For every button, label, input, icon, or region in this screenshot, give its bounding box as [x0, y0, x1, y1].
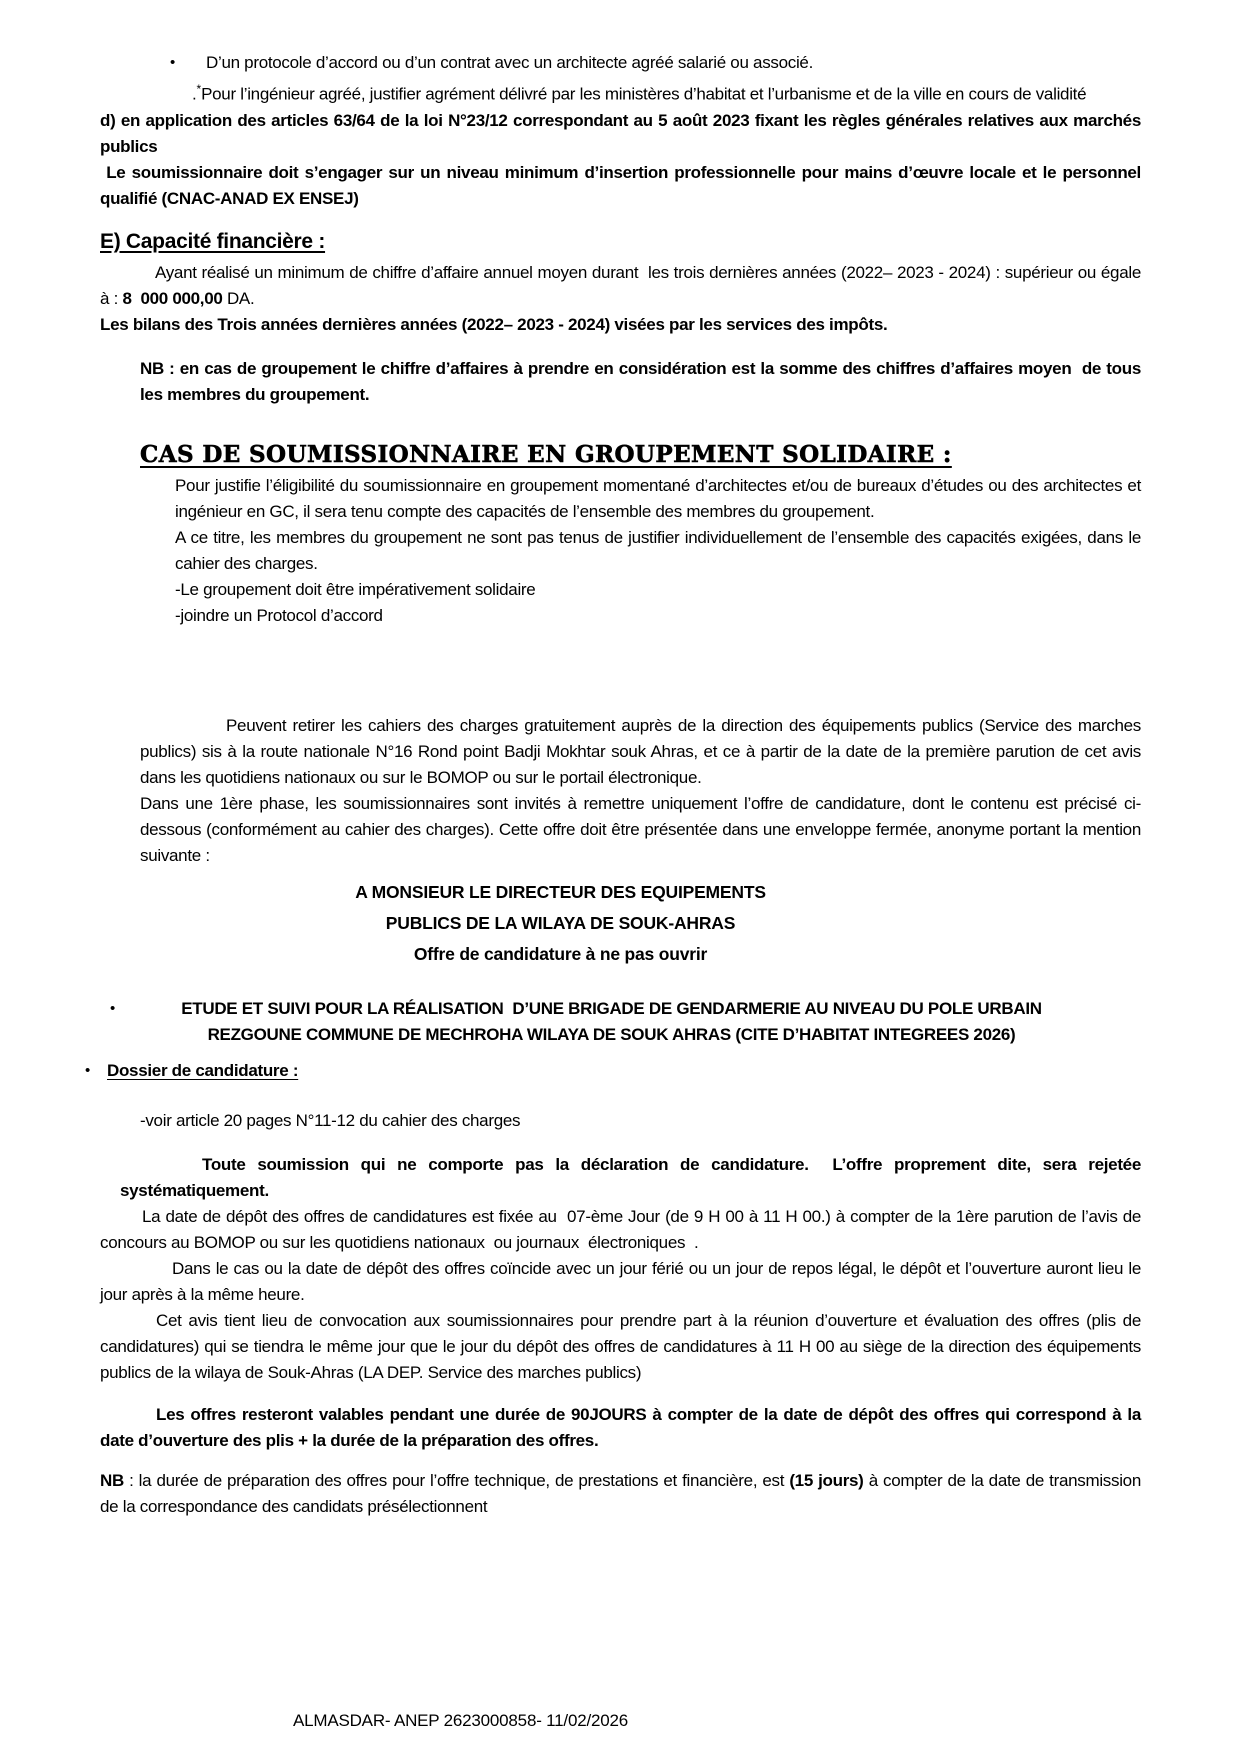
- chiffre-montant: 8 000 000,00: [122, 288, 223, 308]
- clause-d-paragraph: d) en application des articles 63/64 de la loi N°23/12 correspondant au 5 août 2023 fixant les règles générales relatives aux marchés publics: [100, 110, 1146, 156]
- address-line-3: Offre de candidature à ne pas ouvrir: [413, 943, 708, 964]
- protocol-bullet-item: [100, 50, 1141, 76]
- note-text: Pour l’ingénieur agréé, justifier agrément délivré par les ministères d’habitat et l’urbanisme et de la ville en cours de validité: [201, 84, 1087, 104]
- chiffre-post: DA.: [222, 288, 255, 308]
- groupement-p2: A ce titre, les membres du groupement ne sont pas tenus de justifier individuellement de l’ensemble des capacités exigées, dans le cahier des charges.: [175, 527, 1146, 573]
- nb-post: à compter de la date de transmission de la correspondance des candidats présélectionnent: [100, 1470, 1146, 1516]
- rejet-paragraph: Toute soumission qui ne comporte pas la déclaration de candidature. L’offre proprement dite, sera rejetée systématiquement.: [120, 1154, 1146, 1200]
- retrait-p2: Dans une 1ère phase, les soumissionnaires sont invités à remettre uniquement l’offre de candidature, dont le contenu est précisé ci-dessous (conformément au cahier des charges). Cette offre doit être présentée dans une enveloppe fermée, anonyme portant la mention suivante :: [140, 793, 1146, 865]
- bullet-icon: •: [110, 999, 115, 1017]
- bilans-paragraph: Les bilans des Trois années dernières années (2022– 2023 - 2024) visées par les services des impôts.: [100, 314, 888, 334]
- groupement-solidaire-line: -Le groupement doit être impérativement solidaire: [175, 579, 536, 599]
- nb-delai-paragraph: [100, 1468, 1146, 1520]
- address-line-1: A MONSIEUR LE DIRECTEUR DES EQUIPEMENTS: [355, 881, 766, 902]
- protocol-item-text: D’un protocole d’accord ou d’un contrat avec un architecte agréé salarié ou associé.: [206, 53, 814, 72]
- nb-groupement-paragraph: NB : en cas de groupement le chiffre d’affaires à prendre en considération est la somme des chiffres d’affaires moyen de tous les membres du groupement.: [140, 358, 1146, 404]
- anep-footer: ALMASDAR- ANEP 2623000858- 11/02/2026: [292, 1711, 629, 1730]
- ingenieur-note-paragraph: [100, 76, 1141, 108]
- dossier-heading-item: [85, 1058, 1141, 1084]
- asterisk-icon: *: [196, 82, 202, 96]
- convocation-paragraph: Cet avis tient lieu de convocation aux soumissionnaires pour prendre part à la réunion d’ouverture et évaluation des offres (plis de candidatures) qui se tiendra le même jour que le jour du dépôt des offres de candidatures à 11 H 00 au siège de la direction des équipements publics de la wilaya de Souk-Ahras (LA DEP. Service des marches publics): [100, 1310, 1146, 1382]
- chiffre-pre: Ayant réalisé un minimum de chiffre d’affaire annuel moyen durant les trois dernières années (2022– 2023 - 2024) : supérieur ou égale à :: [100, 262, 1146, 308]
- bullet-icon: •: [170, 54, 175, 71]
- bullet-icon: •: [85, 1061, 90, 1079]
- groupement-p1: Pour justifie l’éligibilité du soumissionnaire en groupement momentané d’architectes et/ou de bureaux d’études ou des architectes et ingénieur en GC, il sera tenu compte des capacités de l’ensemble des membres du groupement.: [175, 475, 1146, 521]
- address-block: [100, 877, 1141, 970]
- dossier-heading: Dossier de candidature :: [107, 1060, 299, 1080]
- validite-offres-paragraph: Les offres resteront valables pendant une durée de 90JOURS à compter de la date de dépôt des offres qui correspond à la date d’ouverture des plis + la durée de la préparation des offres.: [100, 1404, 1146, 1450]
- date-depot-paragraph: La date de dépôt des offres de candidatures est fixée au 07-ème Jour (de 9 H 00 à 11 H 00.) à compter de la 1ère parution de l’avis de concours au BOMOP ou sur les quotidiens nationaux ou journaux électroniques .: [100, 1206, 1146, 1252]
- project-title-text: ETUDE ET SUIVI POUR LA RÉALISATION D’UNE BRIGADE DE GENDARMERIE AU NIVEAU DU POLE URBAIN REZGOUNE COMMUNE DE MECHROHA WILAYA DE SOUK AHRAS (CITE D’HABITAT INTEGREES 2026): [181, 998, 1047, 1044]
- project-title-item: [100, 996, 1141, 1048]
- groupement-solidaire-heading: CAS DE SOUMISSIONNAIRE EN GROUPEMENT SOLIDAIRE :: [140, 440, 952, 468]
- voir-article-paragraph: -voir article 20 pages N°11-12 du cahier des charges: [140, 1110, 521, 1130]
- capacite-financiere-heading: E) Capacité financière :: [100, 229, 326, 253]
- nb-label: NB: [100, 1470, 124, 1490]
- address-line-2: PUBLICS DE LA WILAYA DE SOUK-AHRAS: [385, 912, 736, 933]
- retrait-p1: Peuvent retirer les cahiers des charges gratuitement auprès de la direction des équipements publics (Service des marches publics) sis à la route nationale N°16 Rond point Badji Mokhtar souk Ahras, et ce à partir de la date de la première parution de cet avis dans les quotidiens nationaux ou sur le BOMOP ou sur le portail électronique.: [140, 715, 1146, 787]
- nb-delai-bold: (15 jours): [789, 1470, 864, 1490]
- nb-mid: : la durée de préparation des offres pour l’offre technique, de prestations et financière, est: [123, 1470, 790, 1490]
- chiffre-affaire-paragraph: [100, 260, 1146, 312]
- groupement-protocol-line: -joindre un Protocol d’accord: [175, 605, 383, 625]
- engagement-paragraph: Le soumissionnaire doit s’engager sur un niveau minimum d’insertion professionnelle pour mains d’œuvre locale et le personnel qualifié (CNAC-ANAD EX ENSEJ): [100, 162, 1146, 208]
- jour-ferie-paragraph: Dans le cas ou la date de dépôt des offres coïncide avec un jour férié ou un jour de repos légal, le dépôt et l’ouverture auront lieu le jour après à la même heure.: [100, 1258, 1146, 1304]
- note-dot: .: [192, 84, 197, 104]
- retrait-block: [140, 713, 1146, 869]
